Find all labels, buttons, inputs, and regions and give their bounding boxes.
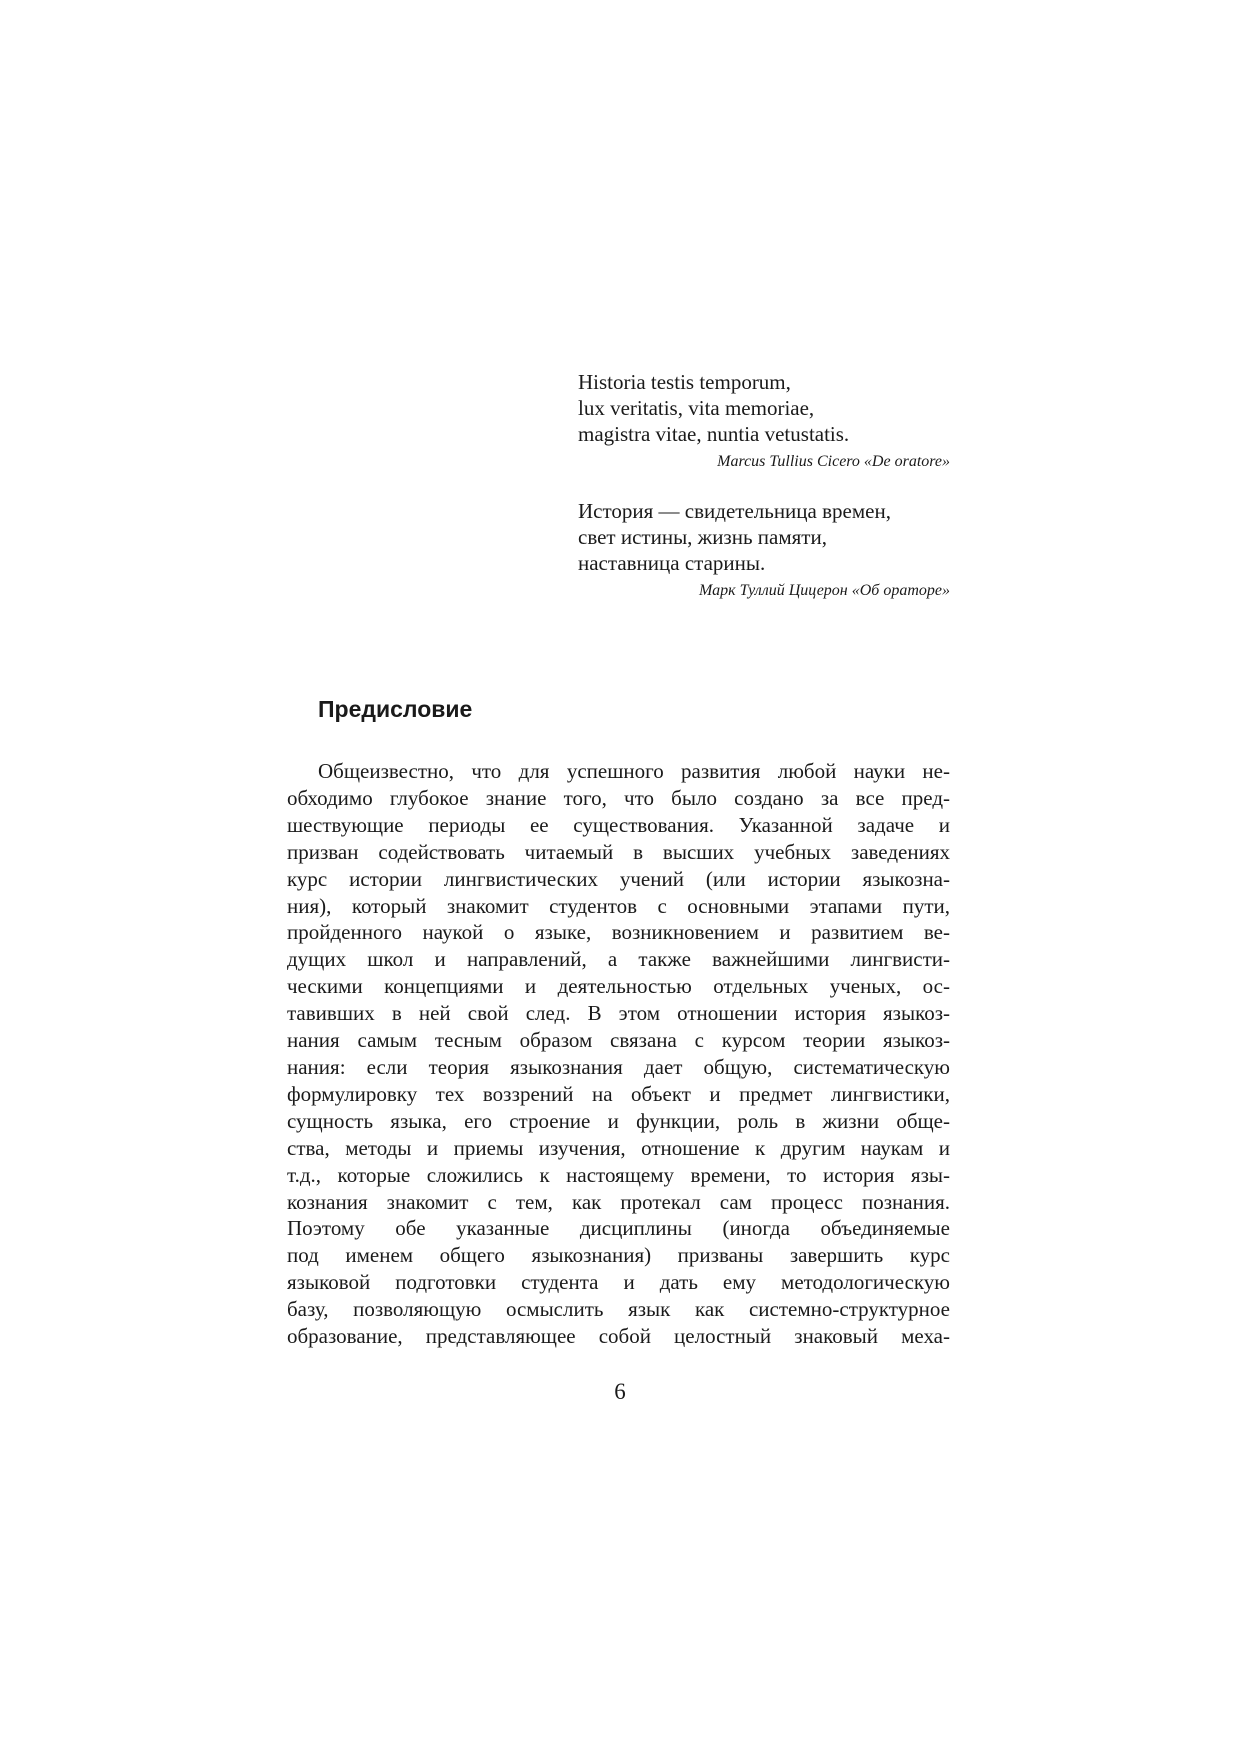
paragraph-line: ства, методы и приемы изучения, отношение к другим наукам и [287,1135,950,1160]
paragraph-line: базу, позволяющую осмыслить язык как системно-структурное [287,1297,950,1322]
paragraph-line: Поэтому обе указанные дисциплины (иногда объединяемые [287,1216,950,1241]
epigraph-line: наставница старины. [578,551,766,575]
epigraph-attribution: Марк Туллий Цицерон «Об ораторе» [699,582,950,599]
paragraph-line: обходимо глубокое знание того, что было создано за все пред- [287,785,950,810]
body-paragraph [287,758,950,1350]
paragraph-line: образование, представляющее собой целостный знаковый меха- [287,1324,950,1349]
epigraph-line: История — свидетельница времен, [578,499,891,523]
epigraph-attribution: Marcus Tullius Cicero «De oratore» [717,453,950,470]
paragraph-line: курс истории лингвистических учений (или истории языкозна- [287,866,950,891]
paragraph-line: сущность языка, его строение и функции, роль в жизни обще- [287,1108,950,1133]
paragraph-line: ческими концепциями и деятельностью отдельных ученых, ос- [287,974,950,999]
paragraph-line: т.д., которые сложились к настоящему времени, то история язы- [287,1162,950,1187]
paragraph-line: шествующие периоды ее существования. Указанной задаче и [287,812,950,837]
paragraph-line: призван содействовать читаемый в высших учебных заведениях [287,839,950,864]
paragraph-line: ния), который знакомит студентов с основными этапами пути, [287,893,950,918]
paragraph-line: языковой подготовки студента и дать ему методологическую [287,1270,950,1295]
section-title: Предисловие [318,696,473,722]
epigraph-line: magistra vitae, nuntia vetustatis. [578,422,850,446]
epigraph-line: Historia testis temporum, [578,370,791,394]
paragraph-line: тавивших в ней свой след. В этом отношении история языкоз- [287,1001,950,1026]
epigraph-russian [578,498,950,602]
epigraph-line: свет истины, жизнь памяти, [578,525,827,549]
paragraph-line: нания самым тесным образом связана с курсом теории языкоз- [287,1028,950,1053]
epigraph-latin [578,369,950,473]
paragraph-line: дущих школ и направлений, а также важнейшими лингвисти- [287,947,950,972]
paragraph-line: Общеизвестно, что для успешного развития любой науки не- [318,759,950,783]
paragraph-line: пройденного наукой о языке, возникновением и развитием ве- [287,920,950,945]
page-number: 6 [614,1379,626,1404]
paragraph-line: нания: если теория языкознания дает общую, систематическую [287,1054,950,1079]
epigraph-line: lux veritatis, vita memoriae, [578,396,815,420]
paragraph-line: под именем общего языкознания) призваны завершить курс [287,1243,950,1268]
paragraph-line: кознания знакомит с тем, как протекал сам процесс познания. [287,1189,950,1214]
paragraph-line: формулировку тех воззрений на объект и предмет лингвистики, [287,1081,950,1106]
